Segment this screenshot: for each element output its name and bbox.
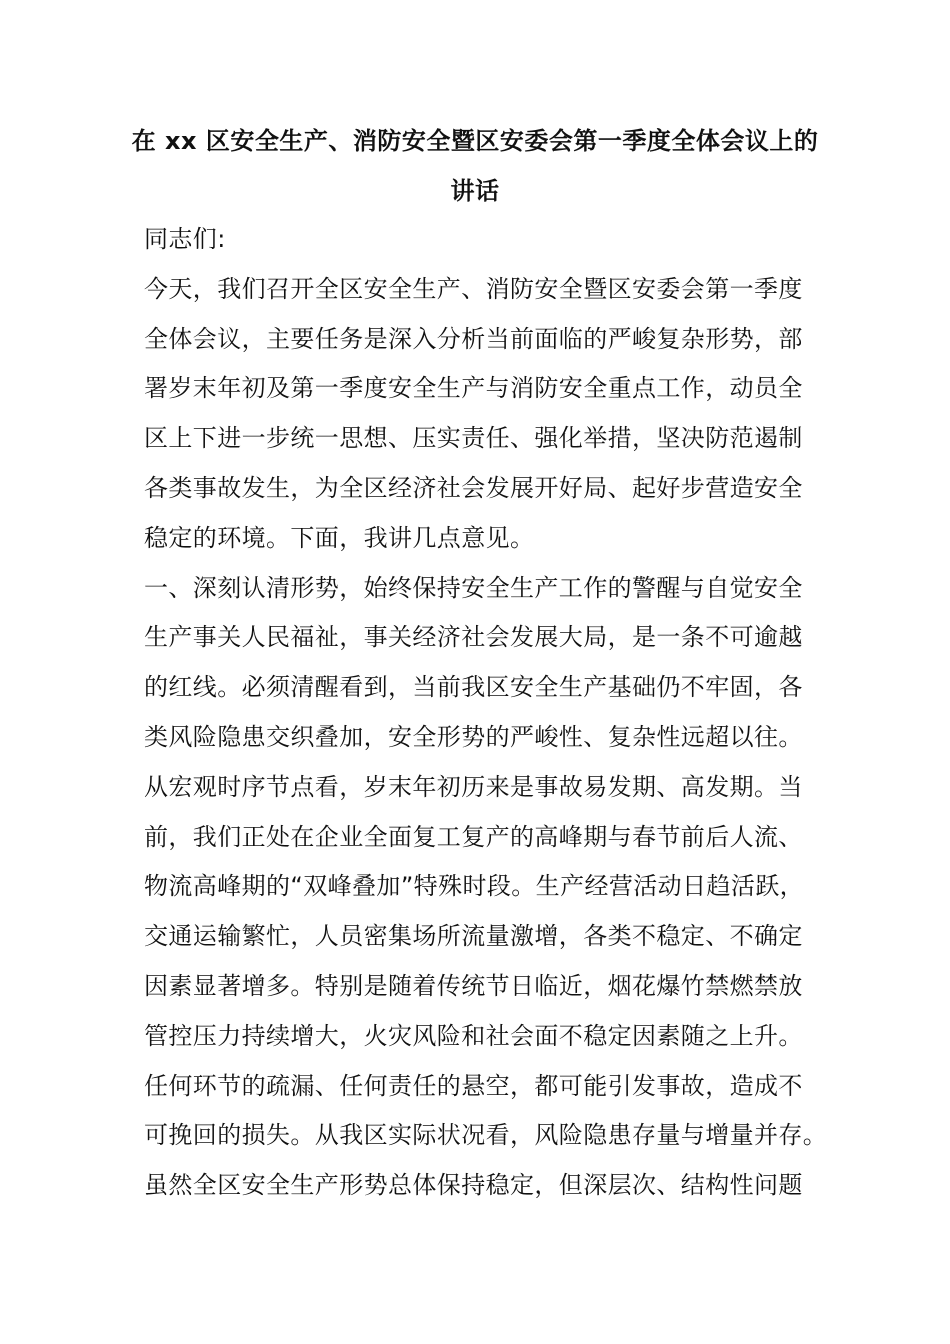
body-line: 署岁末年初及第一季度安全生产与消防安全重点工作，动员全	[144, 374, 803, 403]
body-line: 可挽回的损失。从我区实际状况看，风险隐患存量与增量并存。	[144, 1121, 828, 1150]
body-line: 今天，我们召开全区安全生产、消防安全暨区安委会第一季度	[144, 274, 803, 303]
document-title-line-2: 讲话	[450, 177, 500, 205]
body-line: 的红线。必须清醒看到，当前我区安全生产基础仍不牢固，各	[144, 673, 803, 702]
salutation: 同志们:	[144, 225, 226, 253]
body-line: 因素显著增多。特别是随着传统节日临近，烟花爆竹禁燃禁放	[144, 971, 803, 1000]
body-line: 全体会议，主要任务是深入分析当前面临的严峻复杂形势，部	[144, 324, 803, 353]
body-line: 虽然全区安全生产形势总体保持稳定，但深层次、结构性问题	[144, 1171, 803, 1200]
body-line: 从宏观时序节点看，岁末年初历来是事故易发期、高发期。当	[144, 772, 803, 801]
document-title-line-1: 在 xx 区安全生产、消防安全暨区安委会第一季度全体会议上的	[131, 127, 819, 155]
body-line: 任何环节的疏漏、任何责任的悬空，都可能引发事故，造成不	[144, 1071, 803, 1100]
body-line: 物流高峰期的“双峰叠加”特殊时段。生产经营活动日趋活跃，	[144, 872, 805, 901]
body-line: 前，我们正处在企业全面复工复产的高峰期与春节前后人流、	[144, 822, 803, 851]
body-line: 各类事故发生，为全区经济社会发展开好局、起好步营造安全	[144, 473, 803, 502]
body-line: 类风险隐患交织叠加，安全形势的严峻性、复杂性远超以往。	[144, 722, 803, 751]
section-heading-line: 一、深刻认清形势，始终保持安全生产工作的警醒与自觉安全	[144, 573, 803, 602]
body-line: 管控压力持续增大，火灾风险和社会面不稳定因素随之上升。	[144, 1021, 803, 1050]
body-line: 稳定的环境。下面，我讲几点意见。	[144, 523, 535, 552]
body-line: 交通运输繁忙，人员密集场所流量激增，各类不稳定、不确定	[144, 922, 803, 951]
document-body	[144, 215, 834, 1211]
body-line: 区上下进一步统一思想、压实责任、强化举措，坚决防范遏制	[144, 424, 803, 453]
body-line: 生产事关人民福祉，事关经济社会发展大局，是一条不可逾越	[144, 623, 803, 652]
